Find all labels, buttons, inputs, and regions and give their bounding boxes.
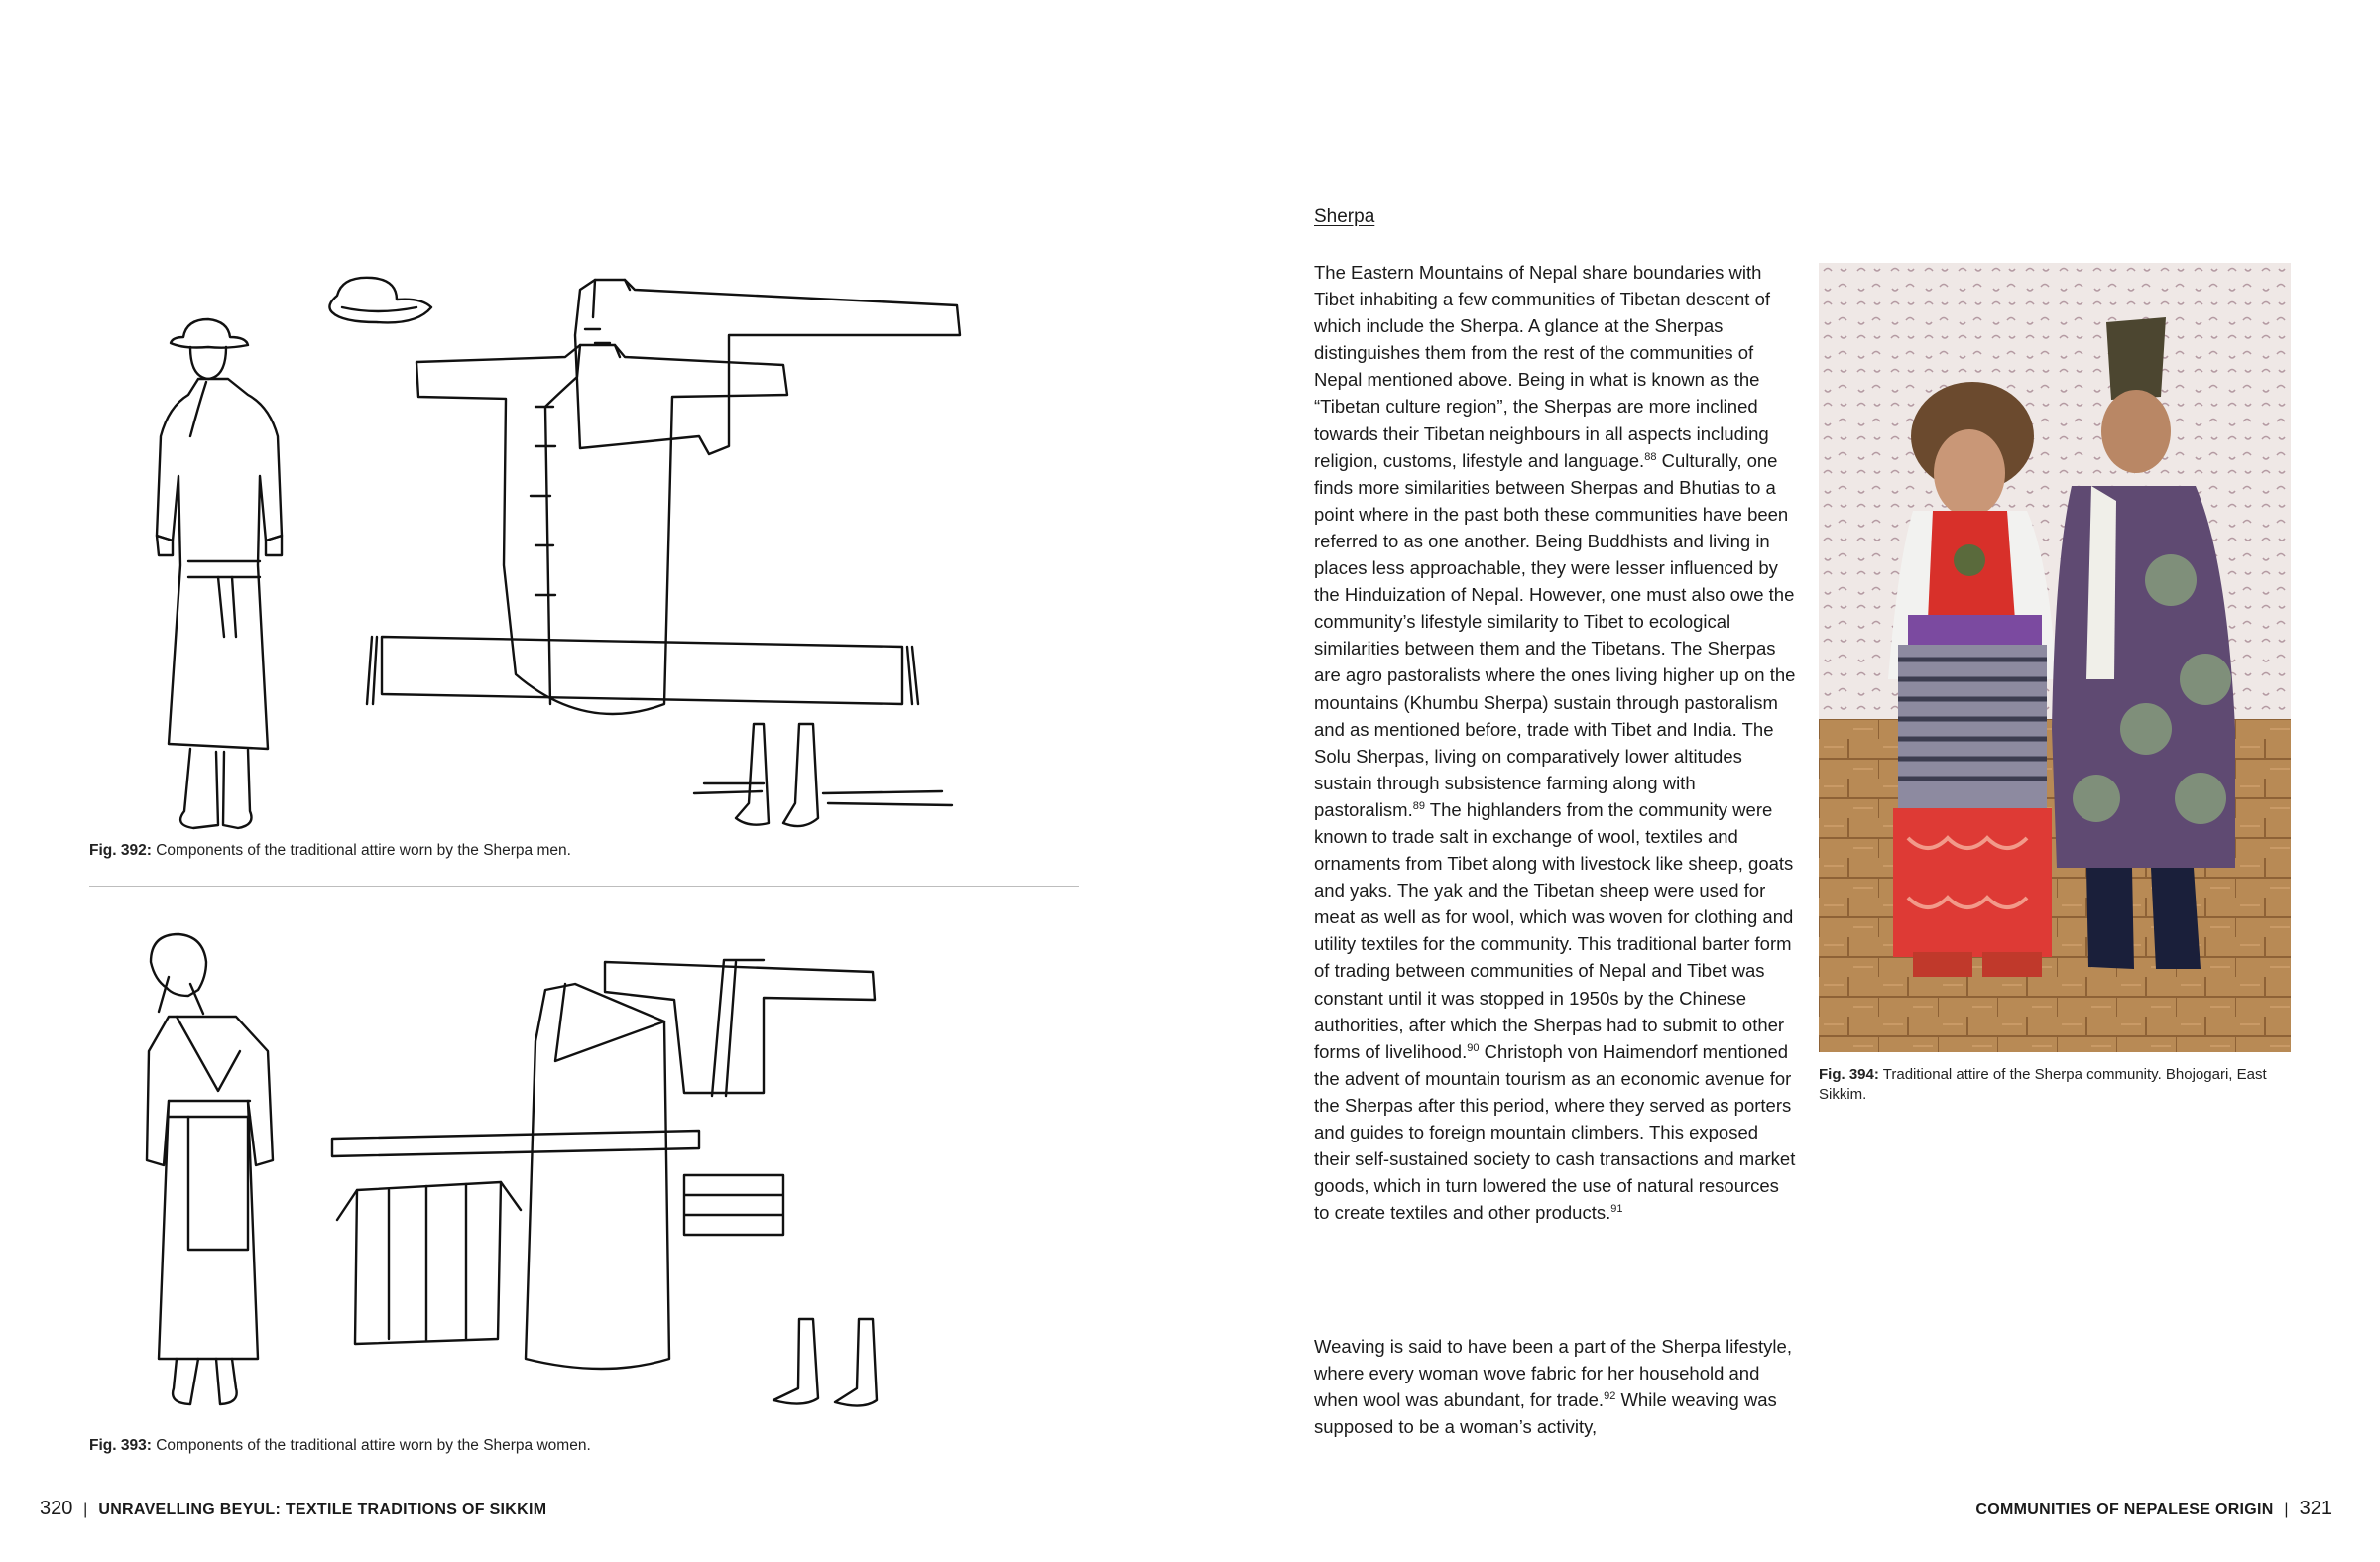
fig-394-label: Fig. 394: [1819, 1066, 1879, 1083]
footnote-ref-89: 89 [1412, 799, 1425, 812]
paragraph-1-text-d: Christoph von Haimendorf mentioned the advent of mountain tourism as an economic avenue for the Sherpas after this period, where they served as porters and guides to foreign mountain climbers. This exposed their self-sustained society to cash transactions and market goods, which in turn lowered the use of natural resources to create textiles and other products. [1314, 1040, 1796, 1224]
paragraph-1-text-b: Culturally, one finds more similarities between Sherpas and Bhutias to a point where in the past both these communities have been referred to as one another. Being Buddhists and living in places less approachable, they were lesser influenced by the Hinduization of Nepal. However, one must also owe the community’s lifestyle similarity to Tibet to ecological similarities between them and the Tibetans. The Sherpas are agro pastoralists where the ones living higher up on the mountains (Khumbu Sherpa) sustain through pastoralism and as mentioned before, trade with Tibet and India. The Solu Sherpas, living on comparatively lower altitudes sustain through subsistence farming along with pastoralism. [1314, 449, 1796, 820]
footnote-ref-91: 91 [1610, 1203, 1623, 1216]
fig-393-text: Components of the traditional attire worn by the Sherpa women. [156, 1437, 591, 1454]
fig-392-label: Fig. 392: [89, 842, 152, 859]
footer-right: COMMUNITIES OF NEPALESE ORIGIN | 321 [1975, 1498, 2332, 1519]
figure-divider [89, 886, 1079, 887]
paragraph-2-text-b: While weaving was supposed to be a woman’s activity, [1314, 1389, 1777, 1438]
section-heading: Sherpa [1314, 206, 1375, 227]
fig-394-text: Traditional attire of the Sherpa community. Bhojogari, East Sikkim. [1819, 1066, 2267, 1103]
fig-394-photo [1819, 263, 2291, 1052]
page-number-left: 320 [40, 1498, 73, 1519]
body-paragraph-1 [1314, 259, 1798, 1226]
fig-393-illustration [129, 922, 1101, 1428]
footnote-ref-92: 92 [1604, 1390, 1616, 1403]
paragraph-2-text-a: Weaving is said to have been a part of the Sherpa lifestyle, where every woman wove fabric for her household and when wool was abundant, for trade. [1314, 1336, 1792, 1411]
paragraph-1-text-c: The highlanders from the community were known to trade salt in exchange of wool, textiles and ornaments from Tibet along with livestock like sheep, goats and yaks. The yak and the Tibetan sheep were used for meat as well as for wool, which was woven for clothing and utility textiles for the community. This traditional barter form of trading between communities of Nepal and Tibet was constant until it was stopped in 1950s by the Chinese authorities, after which the Sherpas had to submit to other forms of livelihood. [1314, 798, 1794, 1062]
footnote-ref-88: 88 [1644, 450, 1657, 463]
fig-392-caption [89, 841, 571, 861]
fig-393-label: Fig. 393: [89, 1437, 152, 1454]
fig-392-illustration [129, 268, 1101, 833]
footer-left: 320 | UNRAVELLING BEYUL: TEXTILE TRADITIONS OF SIKKIM [40, 1498, 547, 1519]
paragraph-1-text-a: The Eastern Mountains of Nepal share boundaries with Tibet inhabiting a few communities of Tibetan descent of which include the Sherpa. A glance at the Sherpas distinguishes them from the rest of the communities of Nepal mentioned above. Being in what is known as the “Tibetan culture region”, the Sherpas are more inclined towards their Tibetan neighbours in all aspects including religion, customs, lifestyle and language. [1314, 262, 1771, 471]
footnote-ref-90: 90 [1467, 1041, 1480, 1054]
running-title-left: UNRAVELLING BEYUL: TEXTILE TRADITIONS OF SIKKIM [98, 1502, 547, 1518]
page-number-right: 321 [2299, 1498, 2332, 1519]
body-paragraph-2 [1314, 1333, 1798, 1440]
fig-392-text: Components of the traditional attire worn by the Sherpa men. [156, 842, 571, 859]
fig-394-caption [1819, 1065, 2295, 1105]
running-title-right: COMMUNITIES OF NEPALESE ORIGIN [1975, 1502, 2274, 1518]
fig-393-caption [89, 1436, 591, 1456]
